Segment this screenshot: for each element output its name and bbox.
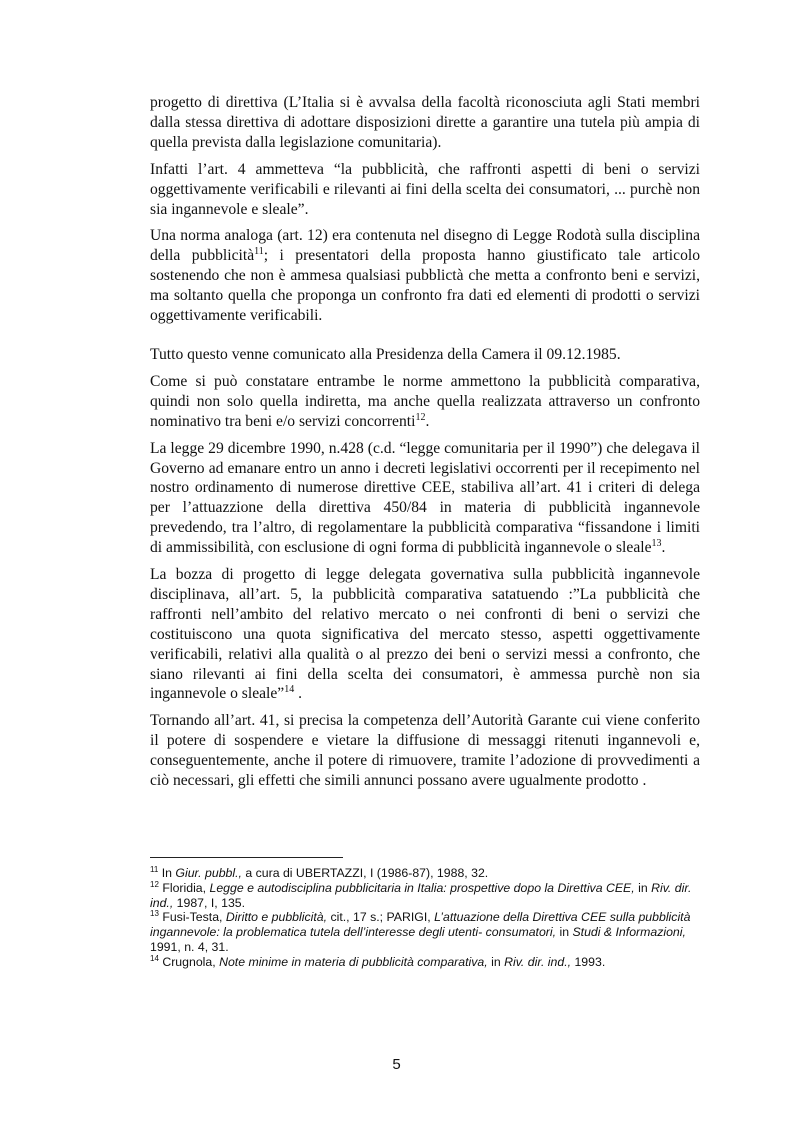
paragraph-1 [150,93,700,153]
footnote-ref-13[interactable]: 13 [651,538,662,550]
footnote-text: Fusi-Testa, [158,910,226,925]
footnote-separator [150,857,343,858]
footnote-italic: Studi & Informazioni, [572,925,686,940]
footnote-italic: Legge e autodisciplina pubblicitaria in Italia: prospettive dopo la Direttiva CEE, [209,880,635,895]
paragraph-text: . [294,685,303,703]
footnote-ref-12[interactable]: 12 [415,411,426,423]
paragraph-2 [150,160,700,220]
footnote-italic: L’attuazione della Direttiva CEE sulla pubblicità ingannevole: la problematica tutela dell’interesse degli utenti- consumatori, [150,910,691,940]
footnote-text: in [556,925,573,940]
paragraph-text: Tornando all’art. 41, si precisa la competenza dell’Autorità Garante cui viene conferito il potere di sospendere e vietare la diffusione di messaggi ritenuti ingannevoli e, conseguentemente, anche il potere di rimuovere, tramite l’adozione di provvedimenti a ciò necessari, gli effetti che simili annunci possano avere ugualmente prodotto . [150,712,700,790]
paragraph-text: . [661,539,666,557]
footnote-number: 13 [150,909,159,919]
footnote-text: Floridia, [158,880,210,895]
paragraph-text: Tutto questo venne comunicato alla Presidenza della Camera il 09.12.1985. [150,345,621,363]
footnote-text: in [487,954,505,969]
footnote-number: 11 [150,865,159,874]
paragraph-text: Una norma analoga (art. 12) era contenuta nel disegno di Legge Rodotà sulla disciplina della pubblicità [150,227,700,265]
footnote-italic: Giur. pubbl., [175,866,242,880]
paragraph-text: ; i presentatori della proposta hanno giustificato tale articolo sostenendo che non è ammesa qualsiasi pubblictà che metta a confronto beni e servizi, ma soltanto quella che proponga un confronto fra dati ed elementi di prodotti o servizi oggettivamente verificabili. [150,247,700,325]
footnote-ref-11[interactable]: 11 [254,246,264,258]
footnote-text: cit., 17 s.; PARIGI, [327,910,435,925]
footnote-13 [150,910,700,954]
paragraph-6 [150,439,700,558]
footnote-number: 12 [150,879,159,889]
paragraph-8 [150,711,700,791]
paragraph-text: La bozza di progetto di legge delegata governativa sulla pubblicità ingannevole disciplinava, all’art. 5, la pubblicità comparativa satatuendo :”La pubblicità che raffronti nell’ambito del relativo mercato o nei confronti di beni o servizi che costituiscono una quota significativa del mercato stesso, aspetti oggettivamente verificabili, relativi alla qualità o al prezzo dei beni o servizi messi a confronto, che siano rilevanti ai fini della scelta dei consumatori, è ammessa purchè non sia ingannevole o sleale” [150,566,700,703]
footnote-text: In [158,866,176,880]
footnote-12 [150,881,700,911]
footnote-number: 14 [150,953,159,963]
footnotes [150,857,700,970]
footnote-text: 1987, I, 135. [173,895,246,910]
body-text [150,93,700,798]
footnote-ref-14[interactable]: 14 [284,684,295,696]
footnote-italic: Riv. dir. ind., [504,954,572,969]
paragraph-7 [150,565,700,704]
footnote-14 [150,955,700,970]
paragraph-3 [150,226,700,326]
paragraph-text: . [425,412,430,430]
footnote-text: a cura di UBERTAZZI, I (1986-87), 1988, 32. [241,866,489,880]
paragraph-text: Infatti l’art. 4 ammetteva “la pubblicità, che raffronti aspetti di beni o servizi oggettivamente verificabili e rilevanti ai fini della scelta dei consumatori, ... purchè non sia ingannevole e sleale”. [150,160,700,218]
footnote-11 [150,866,700,881]
footnote-text: 1993. [571,954,606,969]
footnote-text: Crugnola, [158,954,220,969]
footnote-italic: Diritto e pubblicità, [225,910,328,925]
footnote-italic: Note minime in materia di pubblicità comparativa, [219,954,488,969]
paragraph-text: La legge 29 dicembre 1990, n.428 (c.d. “legge comunitaria per il 1990”) che delegava il Governo ad emanare entro un anno i decreti legislativi occorrenti per il recepimento nel nostro ordinamento di numerose direttive CEE, stabiliva all’art. 41 i criteri di delega per l’attuazzione della direttiva 450/84 in materia di pubblicità ingannevole prevedendo, tra l’altro, di regolamentare la pubblicità comparativa “fissandone i limiti di ammissibilità, con esclusione di ogni forma di pubblicità ingannevole o sleale [150,439,700,557]
footnote-text: in [634,880,652,895]
page-number: 5 [392,1056,401,1073]
paragraph-text: Come si può constatare entrambe le norme ammettono la pubblicità comparativa, quindi non solo quella indiretta, ma anche quella realizzata attraverso un confronto nominativo tra beni e/o servizi concorrenti [150,372,700,430]
paragraph-4 [150,345,700,365]
footnote-italic: Riv. dir. ind., [150,880,692,910]
paragraph-5 [150,372,700,432]
footnote-text: 1991, n. 4, 31. [150,939,229,954]
paragraph-text: progetto di direttiva (L’Italia si è avvalsa della facoltà riconosciuta agli Stati membri dalla stessa direttiva di adottare disposizioni dirette a garantire una tutela più ampia di quella prevista dalla legislazione comunitaria). [150,94,700,151]
